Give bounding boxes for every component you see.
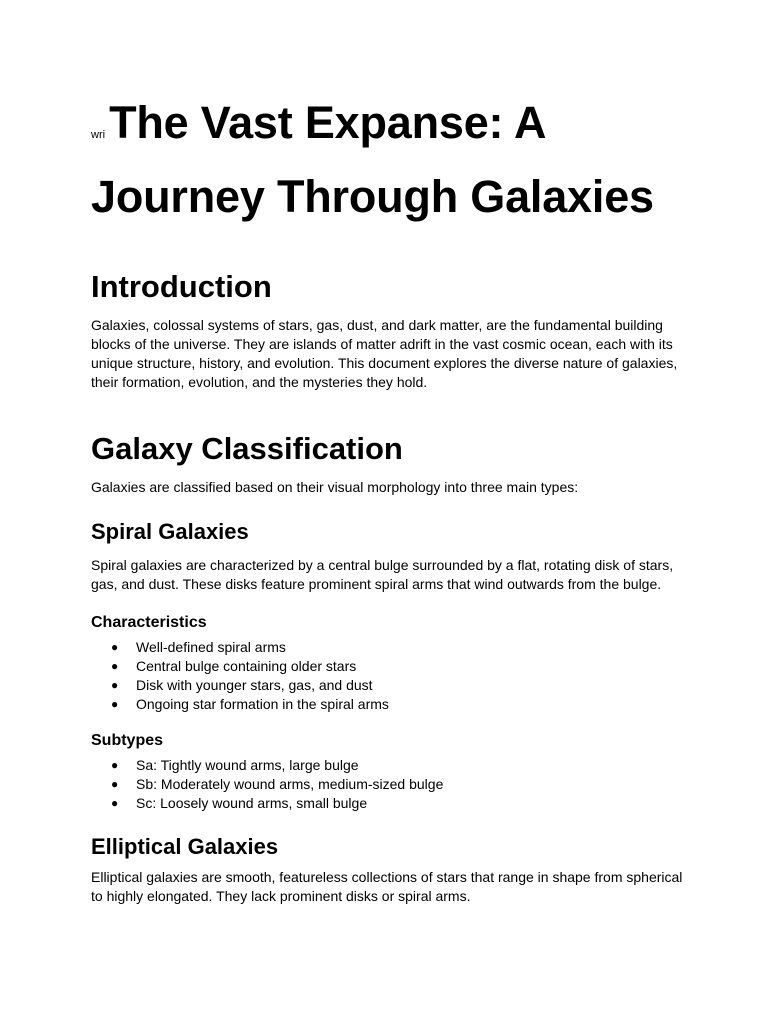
classification-heading: Galaxy Classification: [91, 431, 403, 466]
list-item-text: Ongoing star formation in the spiral arms: [136, 696, 389, 712]
subtypes-heading: Subtypes: [91, 732, 164, 749]
classification-paragraph: Galaxies are classified based on their visual morphology into three main types:: [91, 479, 579, 495]
introduction-heading: Introduction: [91, 269, 272, 304]
list-item-text: Sb: Moderately wound arms, medium-sized bulge: [136, 776, 444, 792]
list-item: [91, 638, 691, 657]
bullet-icon: ●: [111, 640, 119, 654]
list-item-text: Sa: Tightly wound arms, large bulge: [136, 757, 359, 773]
list-item: [91, 695, 691, 714]
list-item: [91, 794, 691, 813]
characteristics-heading: Characteristics: [91, 614, 207, 631]
list-item-text: Well-defined spiral arms: [136, 639, 286, 655]
list-item-text: Sc: Loosely wound arms, small bulge: [136, 795, 368, 811]
list-item: [91, 657, 691, 676]
characteristics-list: [91, 638, 691, 714]
bullet-icon: ●: [111, 796, 119, 810]
document-page: [91, 92, 691, 906]
bullet-icon: ●: [111, 758, 119, 772]
list-item: [91, 756, 691, 775]
document-title: [91, 92, 691, 228]
subtypes-list: [91, 756, 691, 813]
list-item: [91, 676, 691, 695]
title-text: The Vast Expanse: A Journey Through Galaxies: [91, 97, 654, 222]
title-prefix: wri: [91, 129, 106, 141]
bullet-icon: ●: [111, 777, 119, 791]
spiral-galaxies-paragraph: Spiral galaxies are characterized by a central bulge surrounded by a flat, rotating disk of stars, gas, and dust. These disks feature prominent spiral arms that wind outwards from the bulge.: [91, 557, 674, 592]
elliptical-galaxies-heading: Elliptical Galaxies: [91, 834, 279, 859]
bullet-icon: ●: [111, 697, 119, 711]
introduction-paragraph: Galaxies, colossal systems of stars, gas, dust, and dark matter, are the fundamental building blocks of the universe. They are islands of matter adrift in the vast cosmic ocean, each with its unique structure, history, and evolution. This document explores the diverse nature of galaxies, their formation, evolution, and the mysteries they hold.: [91, 317, 678, 390]
list-item-text: Central bulge containing older stars: [136, 658, 357, 674]
bullet-icon: ●: [111, 659, 119, 673]
list-item-text: Disk with younger stars, gas, and dust: [136, 677, 373, 693]
spiral-galaxies-heading: Spiral Galaxies: [91, 519, 249, 544]
elliptical-galaxies-paragraph: Elliptical galaxies are smooth, featureless collections of stars that range in shape from spherical to highly elongated. They lack prominent disks or spiral arms.: [91, 869, 683, 904]
list-item: [91, 775, 691, 794]
bullet-icon: ●: [111, 678, 119, 692]
